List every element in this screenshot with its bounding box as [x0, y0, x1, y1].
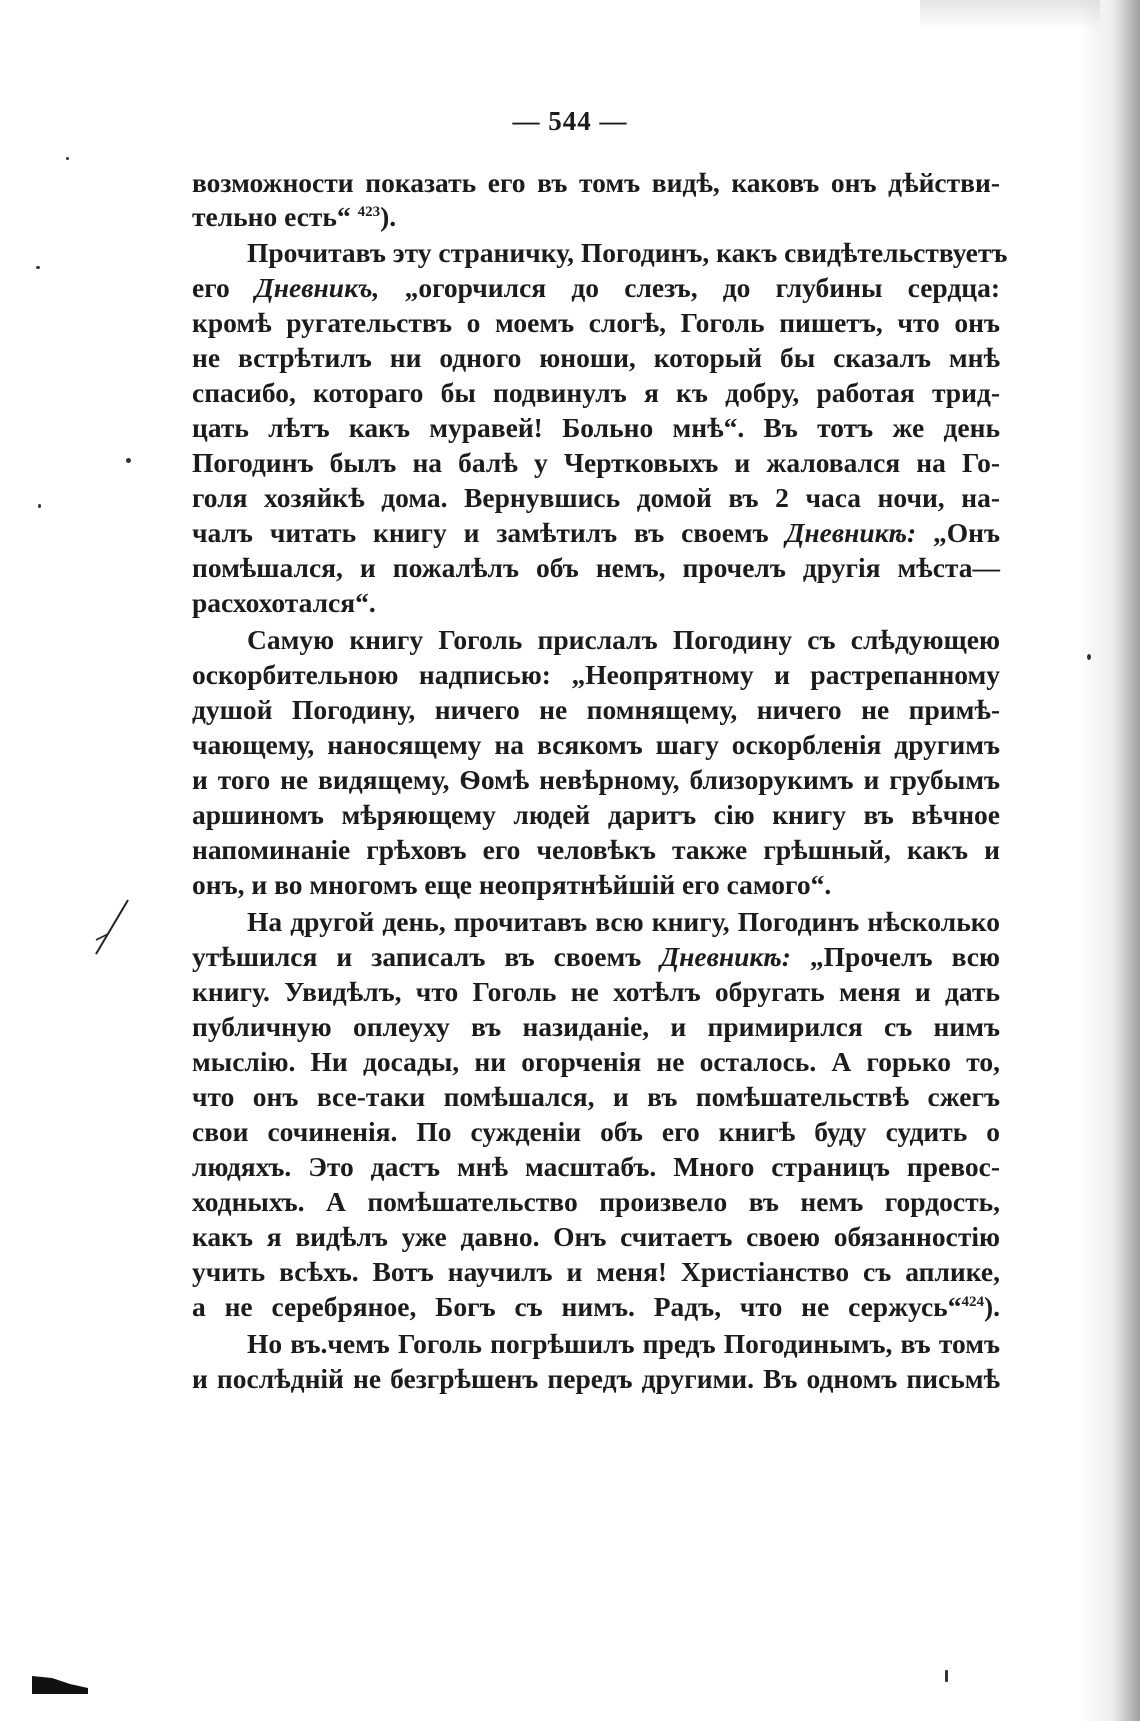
text-segment: „огорчился до слезъ, до глубины сердца:: [404, 272, 1001, 303]
text-segment: ).: [983, 1291, 1000, 1322]
text-segment: „Прочелъ всю: [809, 941, 1001, 972]
text-line: онъ, и во многомъ еще неопрятнѣйшій его самого“.: [192, 869, 832, 900]
text-line: людяхъ. Это дастъ мнѣ масштабъ. Много страницъ превос-: [192, 1151, 1000, 1182]
margin-speck: [945, 1670, 948, 1682]
text-line: душой Погодину, ничего не помнящему, ничего не примѣ-: [192, 694, 1000, 725]
text-line: голя хозяйкѣ дома. Вернувшись домой въ 2 часа ночи, на-: [192, 482, 1000, 513]
text-line: книгу. Увидѣлъ, что Гоголь не хотѣлъ обругать меня и дать: [192, 976, 1000, 1007]
text-line: учить всѣхъ. Вотъ научилъ и меня! Христіанство съ аплике,: [192, 1256, 1000, 1287]
text-line: помѣшался, и пожалѣлъ объ немъ, прочелъ другія мѣста—: [192, 552, 1000, 583]
text-line: публичную оплеуху въ назиданіе, и примирился съ нимъ: [192, 1011, 1000, 1042]
text-line: возможности показать его въ томъ видѣ, каковъ онъ дѣйстви-: [192, 167, 1000, 198]
italic-title: Дневникѣ:: [660, 941, 791, 972]
margin-speck: [126, 458, 131, 463]
text-line: [192, 270, 1000, 306]
text-line: какъ я видѣлъ уже давно. Онъ считаетъ своею обязанностію: [192, 1221, 1000, 1252]
text-line: [192, 939, 1000, 975]
text-line: Самую книгу Гоголь прислалъ Погодину съ слѣдующею: [247, 624, 1000, 655]
text-segment: чалъ читать книгу и замѣтилъ въ своемъ: [192, 517, 769, 548]
text-line: Прочитавъ эту страничку, Погодинъ, какъ свидѣтельствуетъ: [247, 237, 1008, 268]
text-line: аршиномъ мѣряющему людей даритъ сію книгу въ вѣчное: [192, 799, 1000, 830]
ink-blot-icon: [30, 1672, 90, 1694]
page-edge-shadow: [1080, 0, 1140, 1721]
text-line: ходныхъ. А помѣшательство произвело въ немъ гордость,: [192, 1186, 1000, 1217]
text-line: свои сочиненія. По сужденіи объ его книгѣ буду судить о: [192, 1116, 1000, 1147]
text-segment: утѣшился и записалъ въ своемъ: [192, 941, 642, 972]
margin-speck: [66, 157, 69, 160]
text-segment: „Онъ: [932, 517, 1001, 548]
text-line: кромѣ ругательствъ о моемъ слогѣ, Гоголь пишетъ, что онъ: [192, 307, 1000, 338]
text-line: [192, 515, 1000, 551]
footnote-ref: 424: [961, 1294, 984, 1310]
text-line: [192, 1289, 1000, 1325]
text-line: [192, 199, 1000, 235]
text-segment: ).: [380, 201, 397, 232]
text-line: что онъ все-таки помѣшался, и въ помѣшательствѣ сжегъ: [192, 1081, 1000, 1112]
footnote-ref: 423: [357, 204, 381, 220]
margin-speck: [38, 504, 41, 508]
text-segment: а не серебряное, Богъ съ нимъ. Радъ, что не сержусь“: [192, 1291, 962, 1322]
italic-title: Дневникъ,: [254, 272, 380, 303]
text-line: мыслію. Ни досады, ни огорченія не осталось. А горько то,: [192, 1046, 1000, 1077]
text-line: оскорбительною надписью: „Неопрятному и растрепанному: [192, 659, 1000, 690]
scan-shadow: [920, 0, 1100, 30]
margin-speck: [36, 266, 40, 269]
italic-title: Дневникѣ:: [785, 517, 917, 548]
text-segment: его: [192, 272, 230, 303]
text-line: напоминаніе грѣховъ его человѣкъ также грѣшный, какъ и: [192, 834, 1000, 865]
text-line: Погодинъ былъ на балѣ у Чертковыхъ и жаловался на Го-: [192, 447, 1000, 478]
text-line: чающему, наносящему на всякомъ шагу оскорбленія другимъ: [192, 729, 1000, 760]
text-line: Но въ.чемъ Гоголь погрѣшилъ предъ Погодинымъ, въ томъ: [247, 1328, 1000, 1359]
page-number: — 544 —: [512, 106, 628, 136]
text-line: спасибо, котораго бы подвинулъ я къ добру, работая трид-: [192, 377, 1000, 408]
text-line: и послѣдній не безгрѣшенъ передъ другими. Въ одномъ письмѣ: [192, 1363, 1000, 1394]
text-line: цать лѣтъ какъ муравей! Больно мнѣ“. Въ тотъ же день: [192, 412, 1000, 443]
text-line: На другой день, прочитавъ всю книгу, Погодинъ нѣсколько: [247, 906, 1000, 937]
pencil-mark-icon: [92, 898, 132, 958]
text-segment: тельно есть“: [192, 201, 351, 232]
text-line: расхохотался“.: [192, 587, 376, 618]
margin-speck: [1087, 654, 1091, 660]
text-line: не встрѣтилъ ни одного юноши, который бы сказалъ мнѣ: [192, 342, 1000, 373]
text-line: и того не видящему, Ѳомѣ невѣрному, близорукимъ и грубымъ: [192, 764, 1000, 795]
